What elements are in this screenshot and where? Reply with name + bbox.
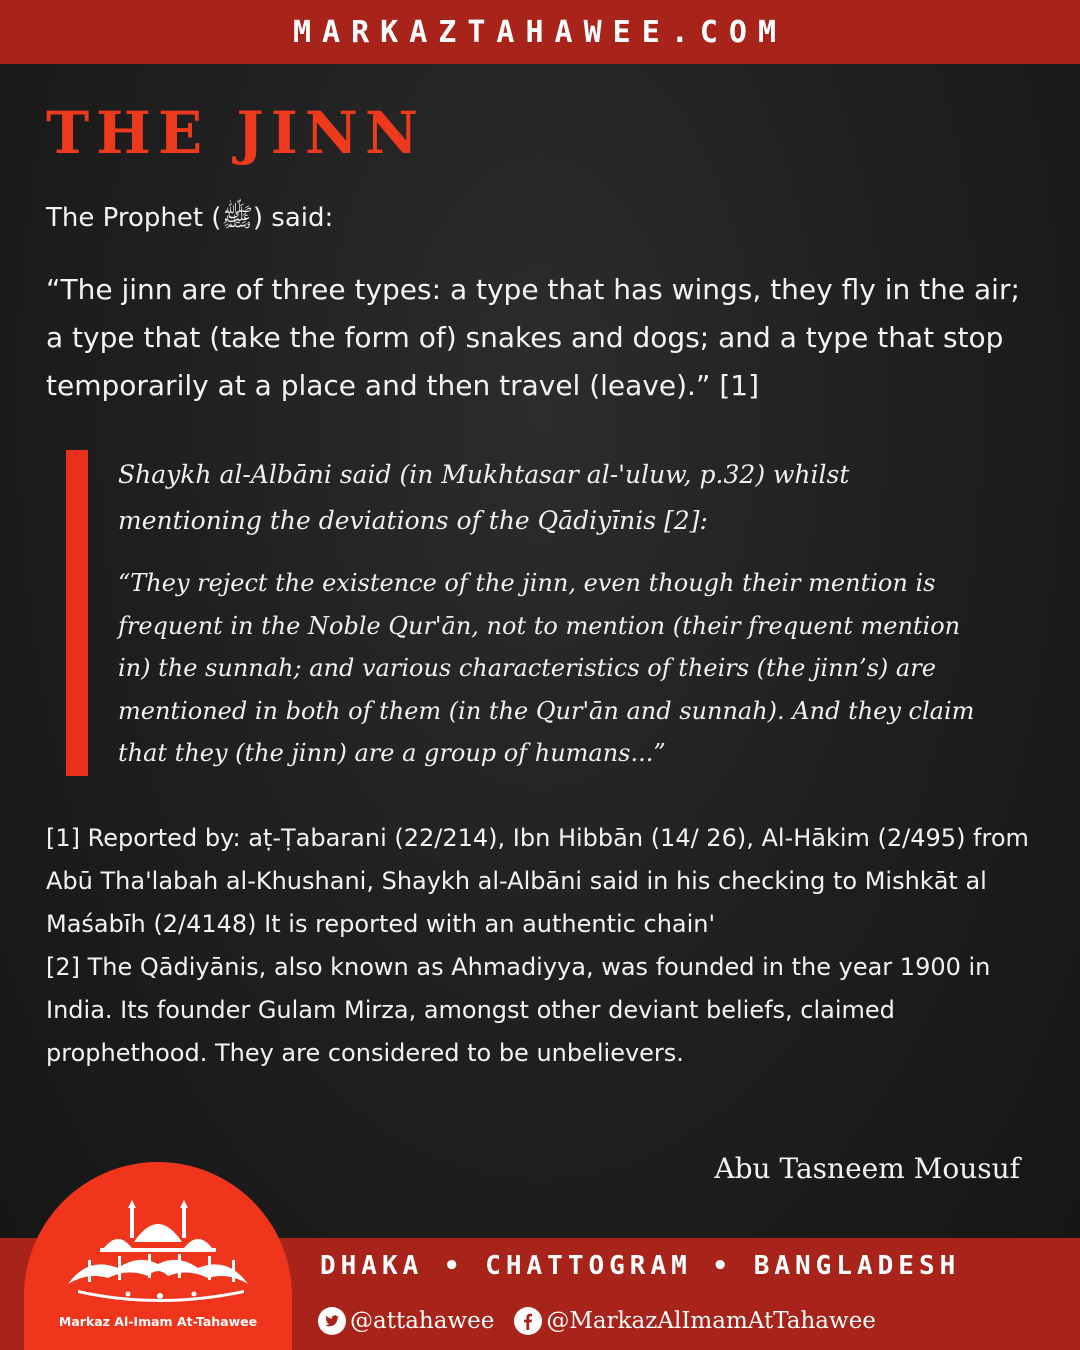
mosque-logo-icon <box>48 1198 268 1310</box>
social-links <box>318 1304 876 1338</box>
twitter-handle[interactable]: @attahawee <box>350 1308 495 1334</box>
facebook-icon <box>514 1307 542 1335</box>
footnote-1: [1] Reported by: aṭ-Ṭabarani (22/214), Ibn Hibbān (14/ 26), Al-Hākim (2/495) from Abū Tha'labah al-Khushani, Shaykh al-Albāni said in his checking to Mishkāt al Maśabīh (2/4148) It is reported with an authentic chain' <box>46 824 1029 938</box>
locations: DHAKA • CHATTOGRAM • BANGLADESH <box>320 1251 961 1281</box>
footnotes <box>46 817 1046 1075</box>
logo-caption: Markaz Al-Imam At-Tahawee <box>58 1314 258 1329</box>
facebook-handle[interactable]: @MarkazAlImamAtTahawee <box>546 1308 876 1334</box>
author-signature: Abu Tasneem Mousuf <box>714 1152 1020 1185</box>
page-title: THE JINN <box>46 99 425 167</box>
twitter-icon <box>318 1307 346 1335</box>
site-name[interactable]: MARKAZTAHAWEE.COM <box>292 14 788 50</box>
scholar-quote-text: “They reject the existence of the jinn, even though their mention is frequent in the Noble Qur'ān, not to mention (their frequent mention in) the sunnah; and various characteristics of theirs (the jinn’s) are mentioned in both of them (in the Qur'ān and sunnah). And they claim that they (the jinn) are a group of humans...” <box>118 569 975 768</box>
quote-lead: Shaykh al-Albāni said (in Mukhtasar al-'uluw, p.32) whilst mentioning the deviations of the Qādiyīnis [2]: <box>118 460 850 535</box>
hadith-quote: “The jinn are of three types: a type that has wings, they fly in the air; a type that (take the form of) snakes and dogs; and a type that stop temporarily at a place and then travel (leave).” [1] <box>46 273 1020 402</box>
scholar-quote-block <box>66 450 1006 776</box>
quote-accent-bar <box>66 450 88 776</box>
footnote-2: [2] The Qādiyānis, also known as Ahmadiyya, was founded in the year 1900 in India. Its founder Gulam Mirza, amongst other deviant beliefs, claimed prophethood. They are considered to be unbelievers. <box>46 953 991 1067</box>
top-banner <box>0 0 1080 64</box>
intro-text: The Prophet (ﷺ) said: <box>46 203 334 233</box>
